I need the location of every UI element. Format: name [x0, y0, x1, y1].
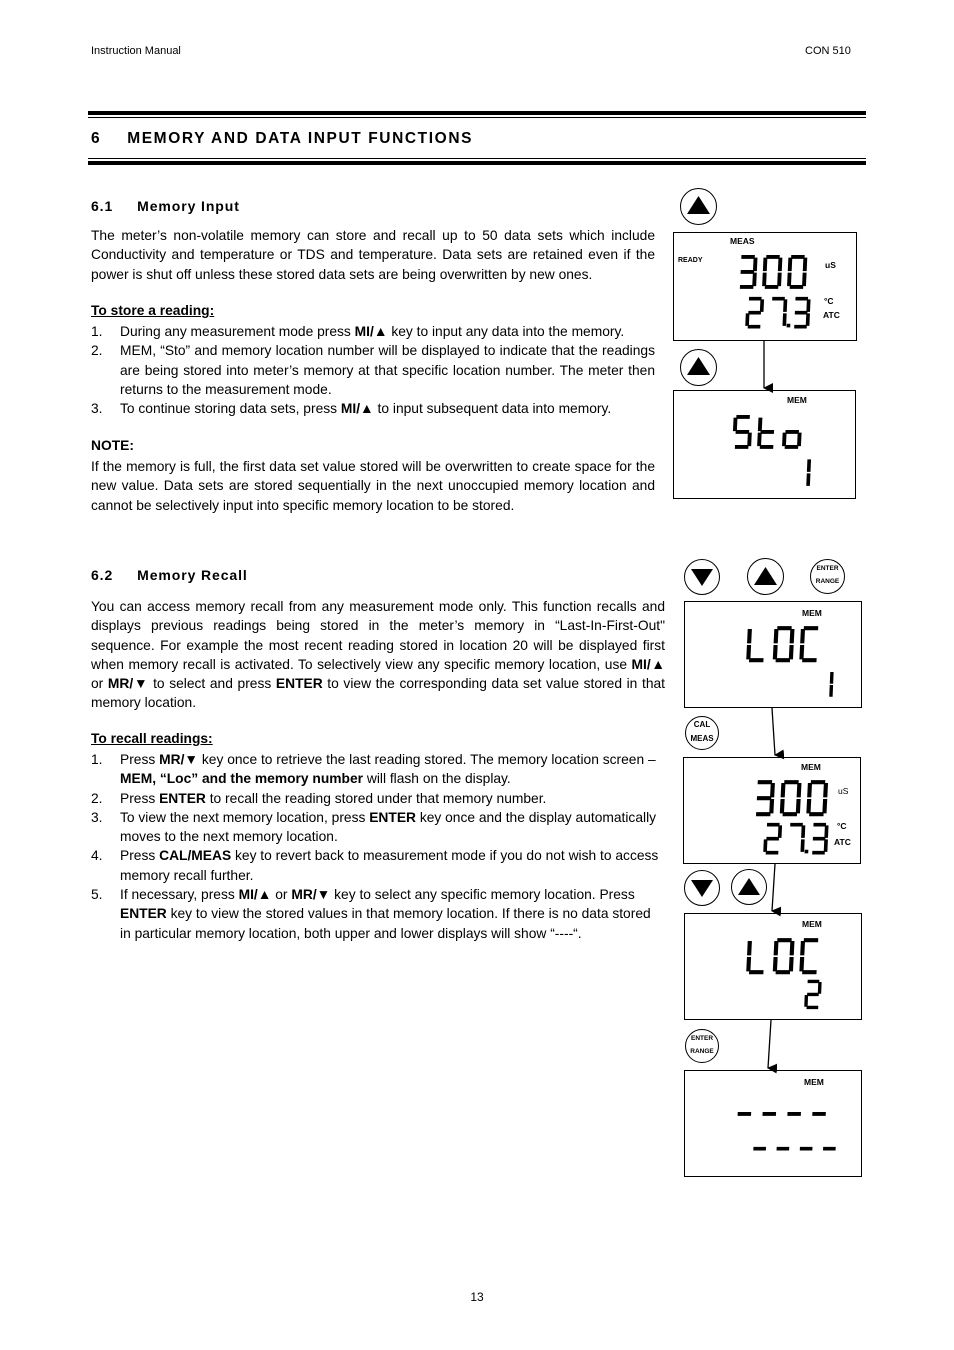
list-item: 2. MEM, “Sto” and memory location number will be displayed to indicate that the readings are being stored into meter’s memory at that specific location number. The meter then returns to the measurement mode.: [91, 343, 655, 397]
up-arrow-button-icon: [747, 558, 784, 595]
list-item: 1. Press MR/▼ key once to retrieve the last reading stored. The memory location screen – MEM, “Loc” and the memory number will flash on the display.: [91, 752, 656, 787]
upper-reading: [731, 413, 812, 456]
unit-label: uS: [825, 260, 836, 270]
lcd-display-measure: [673, 232, 857, 341]
list-item: 3. To continue storing data sets, press MI/▲ to input subsequent data into memory.: [91, 401, 612, 417]
recall-steps: [91, 750, 665, 943]
section-title: MEMORY AND DATA INPUT FUNCTIONS: [127, 130, 474, 147]
store-steps: [91, 322, 655, 418]
down-arrow-button-icon: [684, 870, 720, 906]
down-arrow-button-icon: [684, 559, 720, 595]
lower-reading: [815, 668, 843, 706]
upper-reading: [736, 253, 817, 296]
list-item: 3. To view the next memory location, press ENTER key once and the display automatically moves to the next memory location.: [91, 809, 657, 845]
subsection-title: Memory Input: [137, 198, 240, 214]
subsection-number: 6.1: [91, 198, 114, 214]
enter-range-button-icon: ENTER RANGE: [685, 1029, 719, 1063]
header-left: Instruction Manual: [91, 45, 181, 57]
memory-input-intro: The meter’s non-volatile memory can store and recall up to 50 data sets which include Conductivity and temperature or TDS and temperature. Data sets are retained even if the power is shut off unless these stored data sets are being overwritten by new ones.: [91, 228, 655, 282]
subsection-heading-6-1: [91, 198, 240, 214]
lcd-display-store: [673, 390, 856, 499]
ready-indicator: READY: [678, 257, 703, 264]
arrow-line: [768, 1020, 771, 1068]
rule-top-thin: [88, 117, 866, 118]
temp-unit-label: °C: [824, 296, 834, 306]
meas-indicator: MEAS: [730, 236, 755, 246]
atc-indicator: ATC: [834, 837, 851, 847]
unit-label: uS: [838, 786, 849, 796]
mem-indicator: MEM: [802, 919, 822, 929]
rule-bottom-thin: [88, 158, 866, 159]
lcd-display-recalled: [683, 757, 861, 864]
upper-reading: [752, 778, 837, 823]
up-arrow-button-icon: [731, 869, 767, 905]
subsection-number: 6.2: [91, 567, 114, 583]
list-item: 4. Press CAL/MEAS key to revert back to measurement mode if you do not wish to access memory recall further.: [91, 848, 659, 883]
subsection-heading-6-2: [91, 567, 248, 583]
store-reading-heading: To store a reading:: [91, 303, 215, 318]
header-right: CON 510: [805, 45, 851, 57]
list-item: 1. During any measurement mode press MI/▲ key to input any data into the memory.: [91, 324, 625, 339]
subsection-title: Memory Recall: [137, 567, 248, 583]
recall-heading: To recall readings:: [91, 731, 213, 746]
cal-meas-button-icon: CAL MEAS: [685, 716, 719, 750]
arrow-line: [772, 864, 775, 911]
atc-indicator: ATC: [823, 310, 840, 320]
up-arrow-button-icon: [680, 349, 717, 386]
memory-recall-intro: You can access memory recall from any measurement mode only. This function recalls and displays previous readings being stored in the meter’s memory in “Last-In-First-Out" sequence. For example the most recent reading stored in location 20 will be displayed first when memory recall is activated. To selectively view any specific memory location, use MI/▲ or MR/▼ to select and press ENTER to view the corresponding data set value stored in that memory location.: [91, 599, 665, 711]
upper-reading: [745, 624, 830, 669]
lcd-display-loc1: [684, 601, 862, 708]
rule-top-thick: [88, 111, 866, 115]
arrow-line: [772, 708, 775, 755]
enter-range-button-icon: ENTER RANGE: [810, 559, 845, 594]
list-item: 5. If necessary, press MI/▲ or MR/▼ key to select any specific memory location. Press ENTER key to view the stored values in that memory location. If there is no data stored in particular memory location, both upper and lower displays will show “----“.: [91, 887, 651, 941]
page-number: 13: [470, 1290, 484, 1304]
section-number: 6: [91, 130, 102, 147]
lower-reading: [744, 295, 820, 335]
mem-indicator: MEM: [801, 762, 821, 772]
mem-indicator: MEM: [787, 395, 807, 405]
lower-reading: [791, 455, 820, 495]
lower-reading: [803, 978, 831, 1016]
lower-reading: [762, 821, 838, 861]
upper-reading: [745, 936, 830, 981]
list-item: 2. Press ENTER to recall the reading stored under that memory number.: [91, 790, 547, 806]
mem-indicator: MEM: [802, 608, 822, 618]
rule-bottom-thick: [88, 161, 866, 165]
note-text: If the memory is full, the first data set value stored will be overwritten to create space for the new value. Data sets are stored sequentially in the next unoccupied memory location and cannot be selectively input into specific memory location to be stored.: [91, 459, 655, 513]
up-arrow-button-icon: [680, 188, 717, 225]
section-heading: [91, 130, 473, 148]
lower-reading: [749, 1131, 848, 1171]
temp-unit-label: °C: [837, 821, 847, 831]
lcd-display-loc2: [684, 913, 862, 1020]
lcd-display-empty: [684, 1070, 862, 1177]
note-heading: NOTE:: [91, 438, 134, 453]
mem-indicator: MEM: [804, 1077, 824, 1087]
